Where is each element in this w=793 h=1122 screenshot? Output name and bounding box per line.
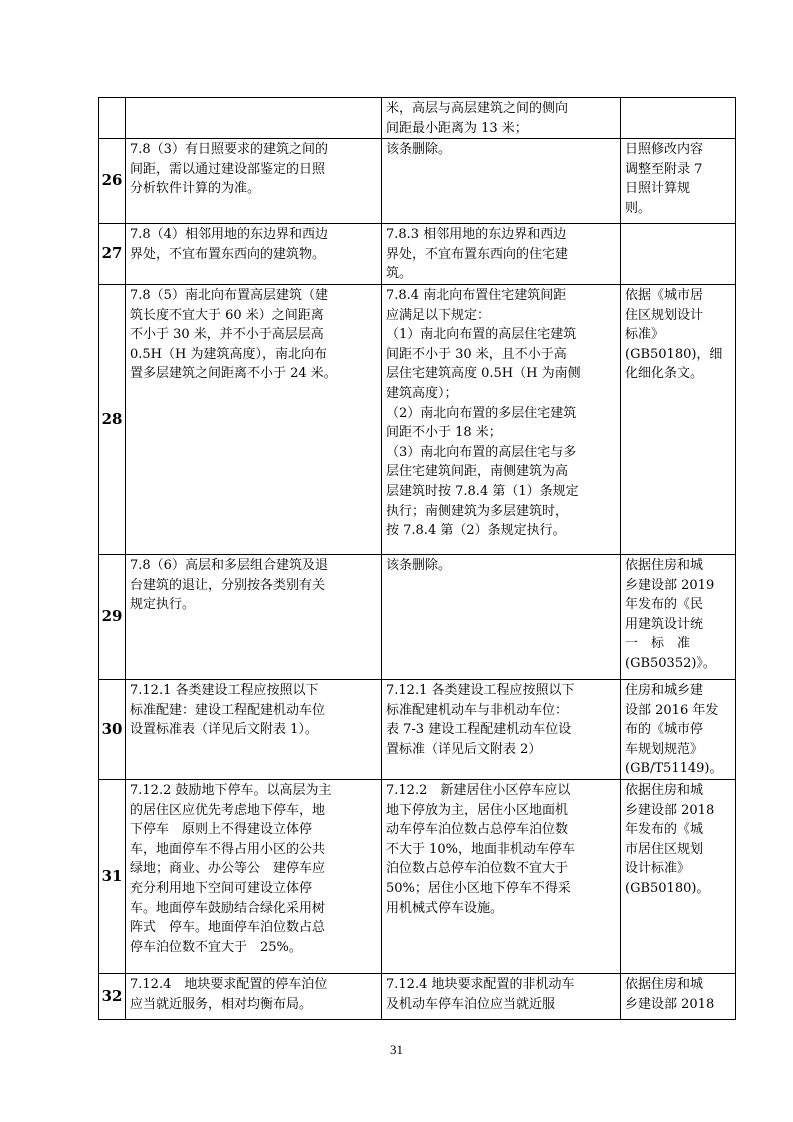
note-text-line: 乡建设部 2018 [625, 996, 715, 1012]
note-text-line: (GB50352)》。 [625, 655, 716, 671]
note-text-line: (GB50180)。 [625, 880, 710, 896]
table-body [99, 98, 736, 1020]
regulation-comparison-table [98, 97, 736, 1020]
table-row [99, 224, 736, 285]
revised-text-line: 用机械式停车设施。 [386, 900, 504, 916]
revised-text-line: 7.12.1 各类建设工程应按照以下 [386, 682, 575, 698]
revised-text-line: 界处，不宜布置东西向的住宅建 [386, 246, 569, 262]
revised-text-line: 按 7.8.4 第（2）条规定执行。 [386, 523, 566, 539]
note-text-line: 调整至附录 7 [625, 161, 703, 177]
original-text-line: 筑长度不宜大于 60 米）之间距离 [130, 307, 324, 323]
note-text-cell [621, 973, 736, 1019]
note-text-line: 乡建设部 2019 [625, 577, 715, 593]
note-text-line: (GB/T51149)。 [625, 761, 723, 777]
note-text-line: 依据《城市居 [625, 287, 704, 303]
original-text-line: 台建筑的退让，分别按各类别有关 [130, 577, 326, 593]
original-text-line: 7.12.2 鼓励地下停车。以高层为主 [130, 782, 332, 798]
revised-text-line: 该条删除。 [386, 557, 452, 573]
original-text-cell [126, 679, 382, 779]
original-text-line: 7.8（4）相邻用地的东边界和西边 [130, 227, 328, 243]
row-number-cell: 31 [99, 779, 126, 973]
revised-text-line: 间距最小距离为 13 米； [386, 120, 528, 136]
original-text-line: 0.5H（H 为建筑高度），南北向布 [130, 346, 327, 362]
note-text-line: 车规划规范》 [625, 741, 704, 757]
revised-text-cell [382, 139, 621, 224]
note-text-cell [621, 284, 736, 554]
original-text-cell [126, 284, 382, 554]
revised-text-line: 动车停车泊位数占总停车泊位数 [386, 822, 569, 838]
original-text-line: 标准配建：建设工程配建机动车位 [130, 702, 326, 718]
original-text-line: 7.12.4 地块要求配置的停车泊位 [130, 976, 328, 992]
row-number-cell [99, 98, 126, 139]
revised-text-line: 表 7-3 建设工程配建机动车位设 [386, 722, 572, 738]
row-number-cell: 30 [99, 679, 126, 779]
original-text-cell [126, 98, 382, 139]
original-text-cell [126, 224, 382, 285]
original-text-line: 停车泊位数不宜大于 25%。 [130, 939, 302, 955]
original-text-line: 7.12.1 各类建设工程应按照以下 [130, 682, 319, 698]
note-text-line: 则。 [625, 200, 652, 216]
original-text-cell [126, 139, 382, 224]
note-text-line: 设计标准》 [625, 861, 691, 877]
note-text-line: 化细化条文。 [625, 366, 704, 382]
revised-text-cell [382, 973, 621, 1019]
table-row [99, 973, 736, 1019]
row-number-cell: 29 [99, 554, 126, 679]
revised-text-cell [382, 679, 621, 779]
original-text-line: 分析软件计算的为准。 [130, 181, 261, 197]
original-text-line: 间距，需以通过建设部鉴定的日照 [130, 161, 326, 177]
note-text-line: 乡建设部 2018 [625, 802, 715, 818]
note-text-line: 布的《城市停 [625, 722, 704, 738]
note-text-cell [621, 554, 736, 679]
original-text-line: 的居住区应优先考虑地下停车，地 [130, 802, 326, 818]
revised-text-line: 建筑高度）； [386, 385, 458, 401]
revised-text-line: 7.12.2 新建居住小区停车应以 [386, 782, 571, 798]
revised-text-cell [382, 554, 621, 679]
revised-text-line: 7.12.4 地块要求配置的非机动车 [386, 976, 575, 992]
original-text-line: 阵式 停车。地面停车泊位数占总 [130, 920, 326, 936]
note-text-line: 依据住房和城 [625, 557, 704, 573]
note-text-line: 日照修改内容 [625, 142, 704, 158]
revised-text-line: 7.8.4 南北向布置住宅建筑间距 [386, 287, 567, 303]
revised-text-line: 层建筑时按 7.8.4 第（1）条规定 [386, 483, 579, 499]
revised-text-line: 标准配建机动车与非机动车位： [386, 702, 569, 718]
revised-text-line: （3）南北向布置的高层住宅与多 [386, 444, 577, 460]
note-text-line: 日照计算规 [625, 181, 691, 197]
note-text-cell [621, 139, 736, 224]
note-text-line: 依据住房和城 [625, 976, 704, 992]
original-text-line: 规定执行。 [130, 597, 196, 613]
revised-text-line: （2）南北向布置的多层住宅建筑 [386, 405, 577, 421]
original-text-line: 7.8（3）有日照要求的建筑之间的 [130, 142, 328, 158]
original-text-line: 7.8（6）高层和多层组合建筑及退 [130, 557, 328, 573]
note-text-cell [621, 224, 736, 285]
revised-text-line: 不大于 10%，地面非机动车停车 [386, 841, 576, 857]
table-row [99, 679, 736, 779]
note-text-line: 设部 2016 年发 [625, 702, 719, 718]
revised-text-line: 间距不小于 30 米，且不小于高 [386, 346, 567, 362]
table-row [99, 779, 736, 973]
original-text-line: 设置标准表（详见后文附表 1）。 [130, 722, 318, 738]
original-text-line: 下停车 原则上不得建设立体停 [130, 822, 313, 838]
row-number-cell: 26 [99, 139, 126, 224]
revised-text-line: 泊位数占总停车泊位数不宜大于 [386, 861, 569, 877]
revised-text-line: 该条删除。 [386, 142, 452, 158]
revised-text-line: 米，高层与高层建筑之间的侧向 [386, 101, 569, 116]
revised-text-cell [382, 98, 621, 139]
original-text-line: 界处，不宜布置东西向的建筑物。 [130, 246, 326, 262]
note-text-line: 年发布的《城 [625, 822, 704, 838]
revised-text-line: 层住宅建筑高度 0.5H（H 为南侧 [386, 366, 581, 382]
original-text-cell [126, 554, 382, 679]
note-text-line: 年发布的《民 [625, 597, 704, 613]
revised-text-line: 筑。 [386, 266, 413, 282]
page-number: 31 [390, 1042, 403, 1057]
note-text-line: (GB50180)，细 [625, 346, 723, 362]
note-text-cell [621, 779, 736, 973]
original-text-line: 应当就近服务，相对均衡布局。 [130, 996, 313, 1012]
original-text-line: 7.8（5）南北向布置高层建筑（建 [130, 287, 328, 303]
note-text-line: 一 标 准 [625, 636, 691, 652]
table-row [99, 284, 736, 554]
row-number-cell: 32 [99, 973, 126, 1019]
original-text-line: 充分利用地下空间可建设立体停 [130, 880, 313, 896]
revised-text-line: 7.8.3 相邻用地的东边界和西边 [386, 227, 567, 243]
note-text-cell [621, 98, 736, 139]
row-number-cell: 27 [99, 224, 126, 285]
revised-text-cell [382, 284, 621, 554]
note-text-line: 用建筑设计统 [625, 616, 704, 632]
revised-text-line: 地下停放为主，居住小区地面机 [386, 802, 569, 818]
table-row [99, 98, 736, 139]
original-text-cell [126, 779, 382, 973]
original-text-line: 不小于 30 米，并不小于高层层高 [130, 327, 324, 343]
table-row [99, 554, 736, 679]
note-text-line: 住区规划设计 [625, 307, 704, 323]
revised-text-line: （1）南北向布置的高层住宅建筑 [386, 327, 577, 343]
original-text-cell [126, 973, 382, 1019]
revised-text-line: 50%；居住小区地下停车不得采 [386, 880, 571, 896]
note-text-line: 依据住房和城 [625, 782, 704, 798]
table-row [99, 139, 736, 224]
revised-text-cell [382, 224, 621, 285]
revised-text-line: 及机动车停车泊位应当就近服 [386, 996, 556, 1012]
revised-text-cell [382, 779, 621, 973]
original-text-line: 车。地面停车鼓励结合绿化采用树 [130, 900, 326, 916]
revised-text-line: 应满足以下规定： [386, 307, 491, 323]
original-text-line: 绿地；商业、办公等公 建停车应 [130, 861, 326, 877]
row-number-cell: 28 [99, 284, 126, 554]
revised-text-line: 间距不小于 18 米； [386, 425, 502, 441]
note-text-line: 标准》 [625, 327, 665, 343]
revised-text-line: 层住宅建筑间距，南侧建筑为高 [386, 464, 569, 480]
original-text-line: 车，地面停车不得占用小区的公共 [130, 841, 326, 857]
note-text-cell [621, 679, 736, 779]
revised-text-line: 置标准（详见后文附表 2） [386, 741, 542, 757]
note-text-line: 市居住区规划 [625, 841, 704, 857]
original-text-line: 置多层建筑之间距离不小于 24 米。 [130, 366, 337, 382]
note-text-line: 住房和城乡建 [625, 682, 704, 698]
revised-text-line: 执行；南侧建筑为多层建筑时， [386, 503, 569, 519]
